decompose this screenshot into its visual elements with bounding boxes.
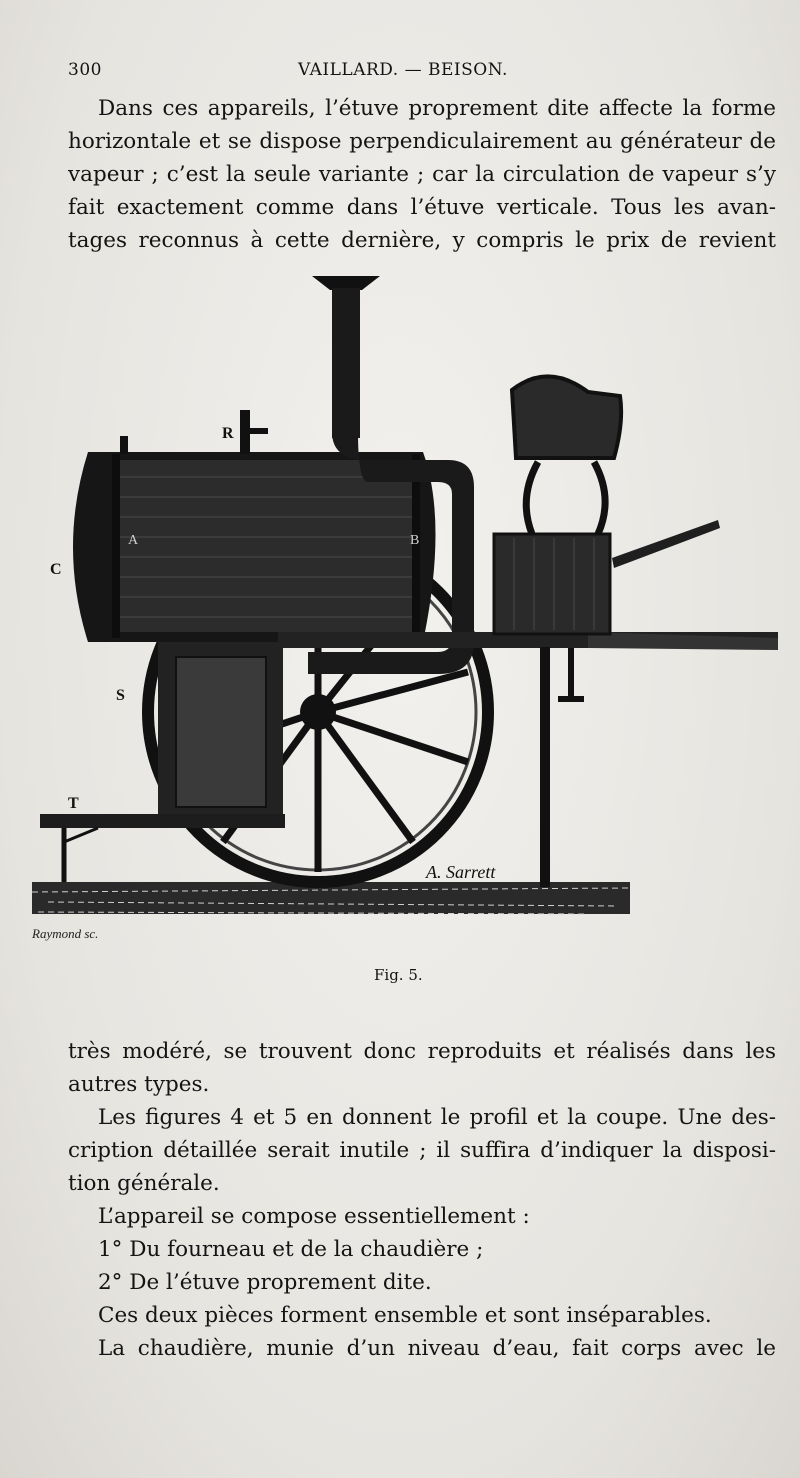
engraver-signature: Raymond sc. <box>32 926 99 941</box>
text-line: cription détaillée serait inutile ; il suffira d’indiquer la disposi- <box>68 1138 776 1163</box>
bottom-paragraph <box>68 1035 776 1365</box>
label-c: C <box>50 561 62 578</box>
text-line: L’appareil se compose essentiellement : <box>98 1204 530 1229</box>
top-paragraph <box>68 92 776 257</box>
label-t: T <box>68 795 79 812</box>
running-title: VAILLARD. — BEISON. <box>298 60 508 80</box>
text-line: fait exactement comme dans l’étuve verticale. Tous les avan- <box>68 195 776 220</box>
page-number: 300 <box>68 60 102 80</box>
text-line: autres types. <box>68 1072 210 1097</box>
text-line: La chaudière, munie d’un niveau d’eau, fait corps avec le <box>98 1336 776 1361</box>
label-b: B <box>410 533 420 548</box>
figure-caption: Fig. 5. <box>374 966 423 984</box>
text-line: vapeur ; c’est la seule variante ; car la circulation de vapeur s’y <box>68 162 776 187</box>
furnace <box>158 611 283 822</box>
text-line: très modéré, se trouvent donc reproduits et réalisés dans les <box>68 1039 776 1064</box>
text-line: 1° Du fourneau et de la chaudière ; <box>98 1237 484 1262</box>
text-line: tages reconnus à cette dernière, y compris le prix de revient <box>68 228 776 253</box>
text-line: Dans ces appareils, l’étuve proprement dite affecte la forme <box>98 96 776 121</box>
text-line: tion générale. <box>68 1171 220 1196</box>
text-line: Les figures 4 et 5 en donnent le profil et la coupe. Une des- <box>98 1105 776 1130</box>
steam-sterilizer-illustration <box>28 262 788 952</box>
driver-box <box>494 520 720 634</box>
text-line: 2° De l’étuve proprement dite. <box>98 1270 432 1295</box>
text-line: Ces deux pièces forment ensemble et sont inséparables. <box>98 1303 712 1328</box>
label-r: R <box>222 425 234 442</box>
page-header <box>68 60 768 86</box>
label-s: S <box>116 687 125 704</box>
driver-seat <box>512 376 621 534</box>
label-a: A <box>128 533 139 548</box>
boiler-cylinder <box>73 410 436 642</box>
text-line: horizontale et se dispose perpendiculairement au générateur de <box>68 129 776 154</box>
artist-signature: A. Sarrett <box>426 862 496 882</box>
